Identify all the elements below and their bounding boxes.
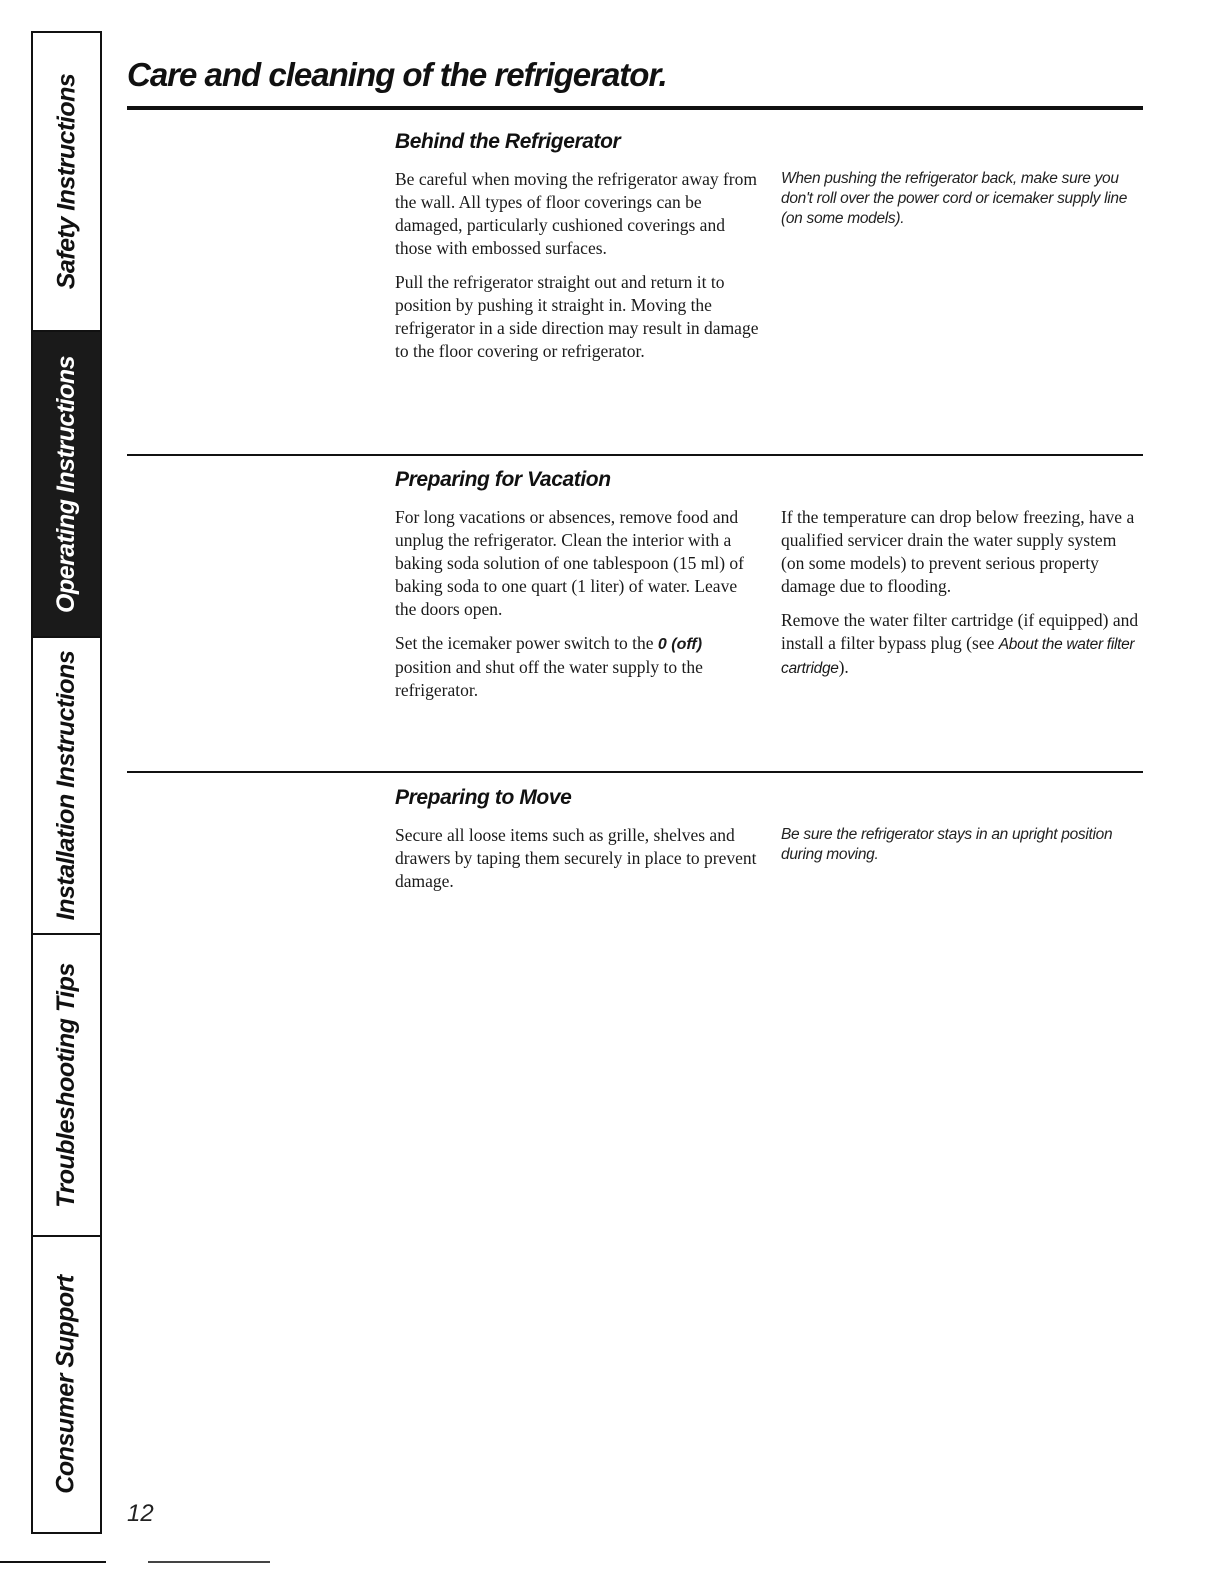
tab-consumer-support[interactable] <box>33 1235 100 1532</box>
page-title: Care and cleaning of the refrigerator. <box>127 56 667 93</box>
section-body <box>395 506 761 713</box>
caution-note: Be sure the refrigerator stays in an upright position during moving. <box>781 826 1113 863</box>
text: ). <box>838 657 849 677</box>
section-note-column <box>781 169 1141 240</box>
section-tab-strip <box>31 31 102 1534</box>
paragraph: Be careful when moving the refrigerator away from the wall. All types of floor coverings can be damaged, particularly cushioned coverings and those with embossed surfaces. <box>395 169 757 258</box>
section-body <box>395 824 761 904</box>
text: Remove the water filter cartridge (if equipped) and install a filter bypass plug (see <box>781 610 1139 653</box>
section-heading: Preparing for Vacation <box>395 468 611 491</box>
section-divider <box>127 454 1143 456</box>
section-heading: Preparing to Move <box>395 786 572 809</box>
text: Set the icemaker power switch to the <box>395 633 658 653</box>
tab-label: Installation Instructions <box>52 650 81 921</box>
paragraph: Pull the refrigerator straight out and return it to position by pushing it straight in. Moving the refrigerator in a side direction may result in damage to the floor covering or refrigerator. <box>395 272 759 361</box>
section-body <box>395 168 761 374</box>
tab-label: Operating Instructions <box>52 355 80 613</box>
tab-installation-instructions[interactable] <box>33 636 100 933</box>
caution-note: When pushing the refrigerator back, make sure you don't roll over the power cord or icemaker supply line (on some models). <box>781 170 1128 227</box>
cross-reference: About the water filter cartridge <box>781 636 1135 677</box>
footer-line <box>0 1561 106 1563</box>
paragraph-icemaker-switch <box>395 632 761 702</box>
tab-safety-instructions[interactable] <box>33 33 100 330</box>
page-number: 12 <box>127 1500 154 1527</box>
text: position and shut off the water supply to the refrigerator. <box>395 657 703 700</box>
section-body-right <box>781 506 1141 691</box>
paragraph: For long vacations or absences, remove food and unplug the refrigerator. Clean the interior with a baking soda solution of one tablespoon (15 ml) of baking soda to one quart (1 liter) of water. Leave the doors open. <box>395 507 744 619</box>
tab-operating-instructions[interactable] <box>33 330 100 636</box>
section-note-column <box>781 825 1141 876</box>
tab-label: Troubleshooting Tips <box>52 962 81 1208</box>
section-preparing-move <box>395 786 1143 906</box>
section-divider <box>127 771 1143 773</box>
tab-troubleshooting-tips[interactable] <box>33 933 100 1235</box>
switch-position-label: 0 (off) <box>657 636 703 653</box>
tab-label: Safety Instructions <box>52 73 80 290</box>
paragraph: If the temperature can drop below freezing, have a qualified servicer drain the water supply system (on some models) to prevent serious property damage due to flooding. <box>781 507 1135 596</box>
section-preparing-vacation <box>395 468 1143 758</box>
tab-label: Consumer Support <box>52 1275 80 1494</box>
title-divider <box>127 106 1143 110</box>
section-behind-refrigerator <box>395 130 1143 430</box>
paragraph-filter <box>781 609 1141 680</box>
paragraph: Secure all loose items such as grille, shelves and drawers by taping them securely in place to prevent damage. <box>395 825 757 891</box>
section-heading: Behind the Refrigerator <box>395 130 621 153</box>
footer-line <box>148 1561 270 1563</box>
